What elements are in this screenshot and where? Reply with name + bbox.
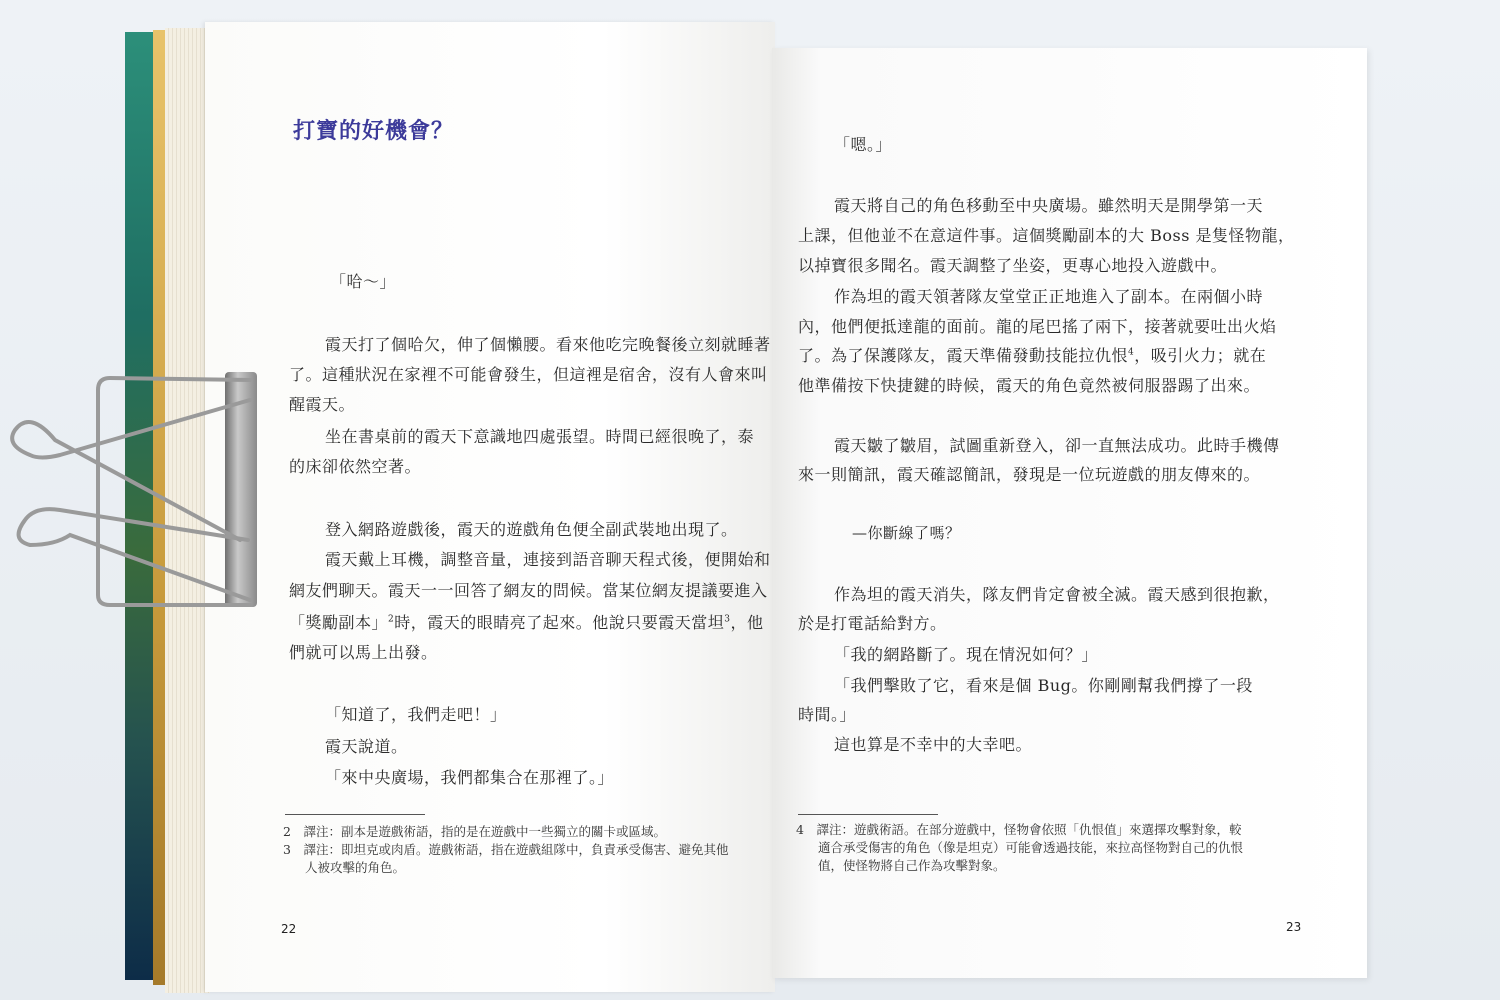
text-line: 於是打電話給對方。 [798,614,947,633]
text-span: ，吸引火力；就在 [1134,346,1267,365]
text-line: 網友們聊天。霞天一一回答了網友的問候。當某位網友提議要進入 [289,581,768,600]
text-line: 霞天皺了皺眉，試圖重新登入，卻一直無法成功。此時手機傳 [834,436,1280,455]
footnote-ref: 3 [724,614,731,625]
text-span: 時，霞天的眼睛亮了起來。他說只要霞天當坦 [394,613,725,632]
text-line: 「嗯。」 [834,135,893,154]
text-span: ，他 [730,613,764,632]
text-span: 「獎勵副本」 [289,613,389,632]
right-page [772,48,1367,978]
text-line: 以掉寶很多聞名。霞天調整了坐姿，更專心地投入遊戲中。 [798,256,1228,275]
footnote-divider [798,814,938,815]
text-line: 時間。」 [798,705,857,724]
text-line: 霞天打了個哈欠，伸了個懶腰。看來他吃完晚餐後立刻就睡著 [325,335,771,354]
footnote: 值，使怪物將自己作為攻擊對象。 [818,858,1006,873]
text-line: 霞天戴上耳機，調整音量，連接到語音聊天程式後，便開始和 [325,550,771,569]
footnote-ref: 4 [1128,347,1135,358]
footnote: 適合承受傷害的角色（像是坦克）可能會透過技能，來拉高怪物對自己的仇恨 [818,840,1244,855]
footnote: 4 譯注：遊戲術語。在部分遊戲中，怪物會依照「仇恨值」來選擇攻擊對象，較 [796,822,1242,837]
text-line: 他準備按下快捷鍵的時候，霞天的角色竟然被伺服器踢了出來。 [798,376,1261,395]
text-line: 「哈～」 [330,272,397,291]
left-page [205,22,775,992]
text-line: 內，他們便抵達龍的面前。龍的尾巴搖了兩下，接著就要吐出火焰 [798,317,1277,336]
text-line: 作為坦的霞天消失，隊友們肯定會被全滅。霞天感到很抱歉， [834,585,1280,604]
text-line: 登入網路遊戲後，霞天的遊戲角色便全副武裝地出現了。 [325,520,738,539]
text-line: 們就可以馬上出發。 [289,643,438,662]
text-line: 上課，但他並不在意這件事。這個獎勵副本的大 Boss 是隻怪物龍， [798,226,1295,245]
text-line: 這也算是不幸中的大幸吧。 [834,735,1033,754]
text-line-with-notes [798,343,1266,366]
footnote-ref: 2 [388,614,395,625]
footnote: 人被攻擊的角色。 [305,860,406,875]
text-line: 坐在書桌前的霞天下意識地四處張望。時間已經很晚了，泰 [325,427,755,446]
text-line-with-notes [289,610,764,633]
text-message-line: —你斷線了嗎？ [852,524,961,542]
footnote: 2 譯注：副本是遊戲術語，指的是在遊戲中一些獨立的關卡或區域。 [283,824,666,839]
text-line: 霞天將自己的角色移動至中央廣場。雖然明天是開學第一天 [834,196,1264,215]
text-line: 的床卻依然空著。 [289,457,422,476]
page-number: 22 [281,922,297,936]
text-line: 「我的網路斷了。現在情況如何？」 [834,645,1099,664]
binder-clip-wire-icon [0,360,270,620]
text-line: 「來中央廣場，我們都集合在那裡了。」 [325,768,615,787]
text-line: 了。這種狀況在家裡不可能會發生，但這裡是宿舍，沒有人會來叫 [289,365,768,384]
chapter-title: 打寶的好機會？ [293,119,455,144]
text-line: 霞天說道。 [325,737,408,756]
footnote-divider [285,814,425,815]
text-span: 了。為了保護隊友，霞天準備發動技能拉仇恨 [798,346,1129,365]
text-line: 醒霞天。 [289,395,356,414]
text-line: 來一則簡訊，霞天確認簡訊，發現是一位玩遊戲的朋友傳來的。 [798,465,1261,484]
text-line: 「知道了，我們走吧！」 [325,705,507,724]
page-number: 23 [1286,920,1302,934]
footnote: 3 譯注：即坦克或肉盾。遊戲術語，指在遊戲組隊中，負責承受傷害、避免其他 [283,842,729,857]
text-line: 作為坦的霞天領著隊友堂堂正正地進入了副本。在兩個小時 [834,287,1264,306]
text-line: 「我們擊敗了它，看來是個 Bug。你剛剛幫我們撐了一段 [834,676,1253,695]
